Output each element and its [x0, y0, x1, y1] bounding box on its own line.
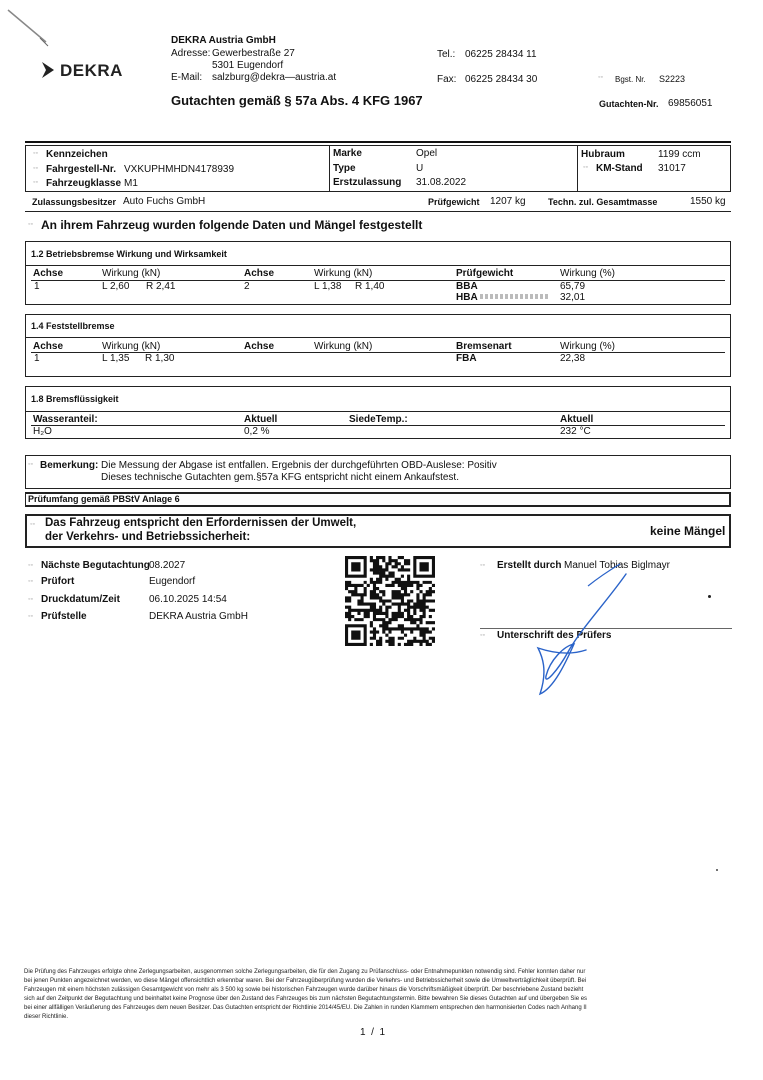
fax-value: 06225 28434 30 [465, 74, 538, 85]
logo-text: DEKRA [60, 61, 123, 80]
fahrgestell-value: VXKUPHMHDN4178939 [124, 164, 235, 175]
pruefgewicht-value: 1207 kg [490, 196, 526, 207]
hba-value: 32,01 [560, 292, 586, 303]
gesamtmasse-label: Techn. zul. Gesamtmasse [548, 197, 658, 207]
fahrgestell-label: Fahrgestell-Nr. [46, 164, 117, 175]
col-bremsenart: Bremsenart [456, 341, 512, 352]
row-achse: 1 [34, 281, 40, 292]
section-1-4-title: 1.4 Feststellbremse [31, 321, 115, 331]
unterschrift-label: Unterschrift des Prüfers [497, 630, 612, 641]
pruefort-label: Prüfort [41, 576, 75, 587]
bullet-icon: ◦◦ [28, 578, 33, 585]
wirkung-pct-value: 22,38 [560, 353, 586, 364]
col-wirkung-pct: Wirkung (%) [560, 268, 616, 279]
bullet-icon: ◦◦ [28, 613, 33, 620]
km-value: 31017 [658, 163, 686, 174]
bullet-icon: ◦◦ [28, 221, 33, 228]
verdict-result: keine Mängel [650, 524, 726, 538]
col-achse-2: Achse [244, 341, 275, 352]
table-header-rule [31, 352, 725, 353]
remarks-label: Bemerkung: [40, 460, 99, 471]
gutachten-number: 69856051 [668, 98, 713, 109]
erstellt-value: Manuel Tobias Biglmayr [564, 560, 670, 571]
col-wirkung-pct: Wirkung (%) [560, 341, 616, 352]
col-wirkung: Wirkung (kN) [102, 341, 161, 352]
qr-code-icon [344, 556, 436, 646]
page-number: 1 / 1 [360, 1027, 386, 1038]
bba-label: BBA [456, 281, 478, 292]
bullet-icon: ◦◦ [480, 632, 485, 639]
remarks-line2: Dieses technische Gutachten gem.§57a KFG entspricht nicht einem Ankaufstest. [101, 472, 459, 483]
erstellt-label: Erstellt durch [497, 560, 562, 571]
bullet-icon: ◦◦ [28, 562, 33, 569]
tel-value: 06225 28434 11 [465, 49, 537, 60]
pruefstelle-label: Prüfstelle [41, 611, 87, 622]
druck-value: 06.10.2025 14:54 [149, 594, 227, 605]
bullet-icon: ◦◦ [28, 596, 33, 603]
disclaimer-line3: Fahrzeugen mit einem höchsten zulässigen Gesamtgewicht von mehr als 3 500 kg sowie bei historischen Fahrzeugen wurde darüber hinaus die Vorschriftsmäßigkeit überprüft. Der beschriebene Zustand bezieht [24, 987, 584, 993]
scan-scratch-icon [6, 8, 50, 48]
bullet-icon: ◦◦ [33, 150, 38, 157]
hba-label: HBA [456, 292, 478, 303]
row-right-value-2: R 1,40 [355, 281, 385, 292]
wasser-value: 0,2 % [244, 426, 270, 437]
scope-label: Prüfumfang gemäß PBStV Anlage 6 [28, 494, 180, 504]
col-achse-2: Achse [244, 268, 275, 279]
gesamtmasse-value: 1550 kg [690, 196, 726, 207]
row-left-value: L 2,60 [102, 281, 130, 292]
bullet-icon: ◦◦ [30, 521, 35, 528]
bremsenart-value: FBA [456, 353, 477, 364]
besitzer-label: Zulassungsbesitzer [32, 197, 117, 207]
erstzulassung-value: 31.08.2022 [416, 177, 467, 188]
section-1-2-title: 1.2 Betriebsbremse Wirkung und Wirksamkeit [31, 249, 227, 259]
bullet-icon: ◦◦ [480, 562, 485, 569]
col-wasseranteil: Wasseranteil: [33, 414, 98, 425]
col-achse: Achse [33, 268, 64, 279]
bullet-icon: ◦◦ [33, 179, 38, 186]
col-aktuell-2: Aktuell [560, 414, 594, 425]
remarks-line1: Die Messung der Abgase ist entfallen. Ergebnis der durchgeführten OBD-Auslese: Positiv [101, 460, 497, 471]
address-line2: 5301 Eugendorf [212, 60, 284, 71]
type-label: Type [333, 163, 356, 174]
email-label: E-Mail: [171, 72, 203, 83]
company-name: DEKRA Austria GmbH [171, 35, 276, 46]
section-1-8-title: 1.8 Bremsflüssigkeit [31, 394, 119, 404]
druck-label: Druckdatum/Zeit [41, 594, 120, 605]
bullet-icon: ◦◦ [28, 461, 33, 468]
bgst-label: Bgst. Nr. [615, 75, 646, 84]
pruefstelle-value: DEKRA Austria GmbH [149, 611, 248, 622]
pruefgewicht-label: Prüfgewicht [428, 197, 480, 207]
col-aktuell: Aktuell [244, 414, 278, 425]
col-pruefgewicht: Prüfgewicht [456, 268, 514, 279]
hubraum-label: Hubraum [581, 149, 625, 160]
ink-dot [716, 869, 718, 871]
gutachten-label: Gutachten-Nr. [599, 99, 659, 109]
wasser-type: H₂O [33, 426, 52, 437]
vehicle-divider-1 [329, 145, 330, 192]
bba-value: 65,79 [560, 281, 586, 292]
findings-heading: An ihrem Fahrzeug wurden folgende Daten und Mängel festgestellt [41, 218, 423, 232]
signature-icon [528, 560, 638, 700]
section-1-4-rule [25, 337, 731, 338]
row-achse-2: 2 [244, 281, 250, 292]
marke-label: Marke [333, 148, 362, 159]
verdict-line2: der Verkehrs- und Betriebssicherheit: [45, 531, 251, 543]
hubraum-value: 1199 ccm [658, 149, 701, 160]
bullet-icon: ◦◦ [598, 74, 603, 81]
verdict-line1: Das Fahrzeug entspricht den Erfordernissen der Umwelt, [45, 517, 357, 529]
col-wirkung-2: Wirkung (kN) [314, 268, 373, 279]
col-wirkung: Wirkung (kN) [102, 268, 161, 279]
disclaimer-line1: Die Prüfung des Fahrzeuges erfolgte ohne Zerlegungsarbeiten, ausgenommen solche Zerlegungsarbeiten, die für den Zugang zu Prüfanschluss- oder Entnahmepunkten notwendig sind. Fehler konnten daher nur [24, 969, 586, 975]
siedetemp-value: 232 °C [560, 426, 591, 437]
col-wirkung-2: Wirkung (kN) [314, 341, 373, 352]
dekra-logo-icon [40, 60, 58, 80]
table-header-rule [31, 425, 725, 426]
ink-dot [708, 595, 711, 598]
bullet-icon: ◦◦ [583, 164, 588, 171]
address-line1: Gewerbestraße 27 [212, 48, 295, 59]
erstzulassung-label: Erstzulassung [333, 177, 402, 188]
tel-label: Tel.: [437, 49, 456, 60]
row-left-value: L 1,35 [102, 353, 130, 364]
marke-value: Opel [416, 148, 438, 159]
findings-rule [25, 211, 731, 212]
km-label: KM-Stand [596, 163, 643, 174]
row-left-value-2: L 1,38 [314, 281, 342, 292]
row-right-value: R 2,41 [146, 281, 176, 292]
report-title: Gutachten gemäß § 57a Abs. 4 KFG 1967 [171, 93, 423, 108]
section-1-8-rule [25, 411, 731, 412]
disclaimer-line5: bei einer allfälligen Veräußerung des Fahrzeuges dem neuen Besitzer. Das Gutachten entspricht der Richtlinie 2014/45/EU. Die Zahlen in runden Klammern entsprechen den harmonisierten Codes nach Anhang II [24, 1005, 587, 1011]
disclaimer-line4: sich auf den Zeitpunkt der Begutachtung und beinhaltet keine Prognose über den Zustand des Fahrzeuges bis zum nächsten Begutachtungstermin. Bitte bewahren Sie dieses Gutachten auf und übergeben Sie es [24, 996, 588, 1002]
fahrzeugklasse-label: Fahrzeugklasse [46, 178, 122, 189]
bullet-icon: ◦◦ [33, 165, 38, 172]
type-value: U [416, 163, 424, 174]
row-achse: 1 [34, 353, 40, 364]
next-label: Nächste Begutachtung [41, 560, 150, 571]
vehicle-divider-2 [577, 145, 578, 192]
bgst-value: S2223 [659, 74, 686, 84]
email-value: salzburg@dekra—austria.at [212, 72, 337, 83]
col-achse: Achse [33, 341, 64, 352]
next-value: 08.2027 [149, 560, 186, 571]
row-right-value: R 1,30 [145, 353, 175, 364]
kennzeichen-label: Kennzeichen [46, 149, 108, 160]
disclaimer-line2: bei jenen Punkten angezeichnet werden, wo diese Mängel offensichtlich erkennbar waren. Bei der Fahrzeugüberprüfung wurden die Verkehrs- und Betriebssicherheit sowie die Umweltverträglichkeit überprüft. Bei [24, 978, 587, 984]
col-siedetemp: SiedeTemp.: [349, 414, 408, 425]
disclaimer-line6: dieser Richtlinie. [24, 1014, 69, 1020]
pruefort-value: Eugendorf [149, 576, 196, 587]
besitzer-value: Auto Fuchs GmbH [123, 196, 206, 207]
fax-label: Fax: [437, 74, 457, 85]
fahrzeugklasse-value: M1 [124, 178, 138, 189]
header-rule [25, 141, 731, 143]
address-label: Adresse: [171, 48, 211, 59]
hba-faint-text [480, 294, 548, 299]
section-1-2-rule [25, 265, 731, 266]
section-1-8-box [25, 386, 731, 439]
